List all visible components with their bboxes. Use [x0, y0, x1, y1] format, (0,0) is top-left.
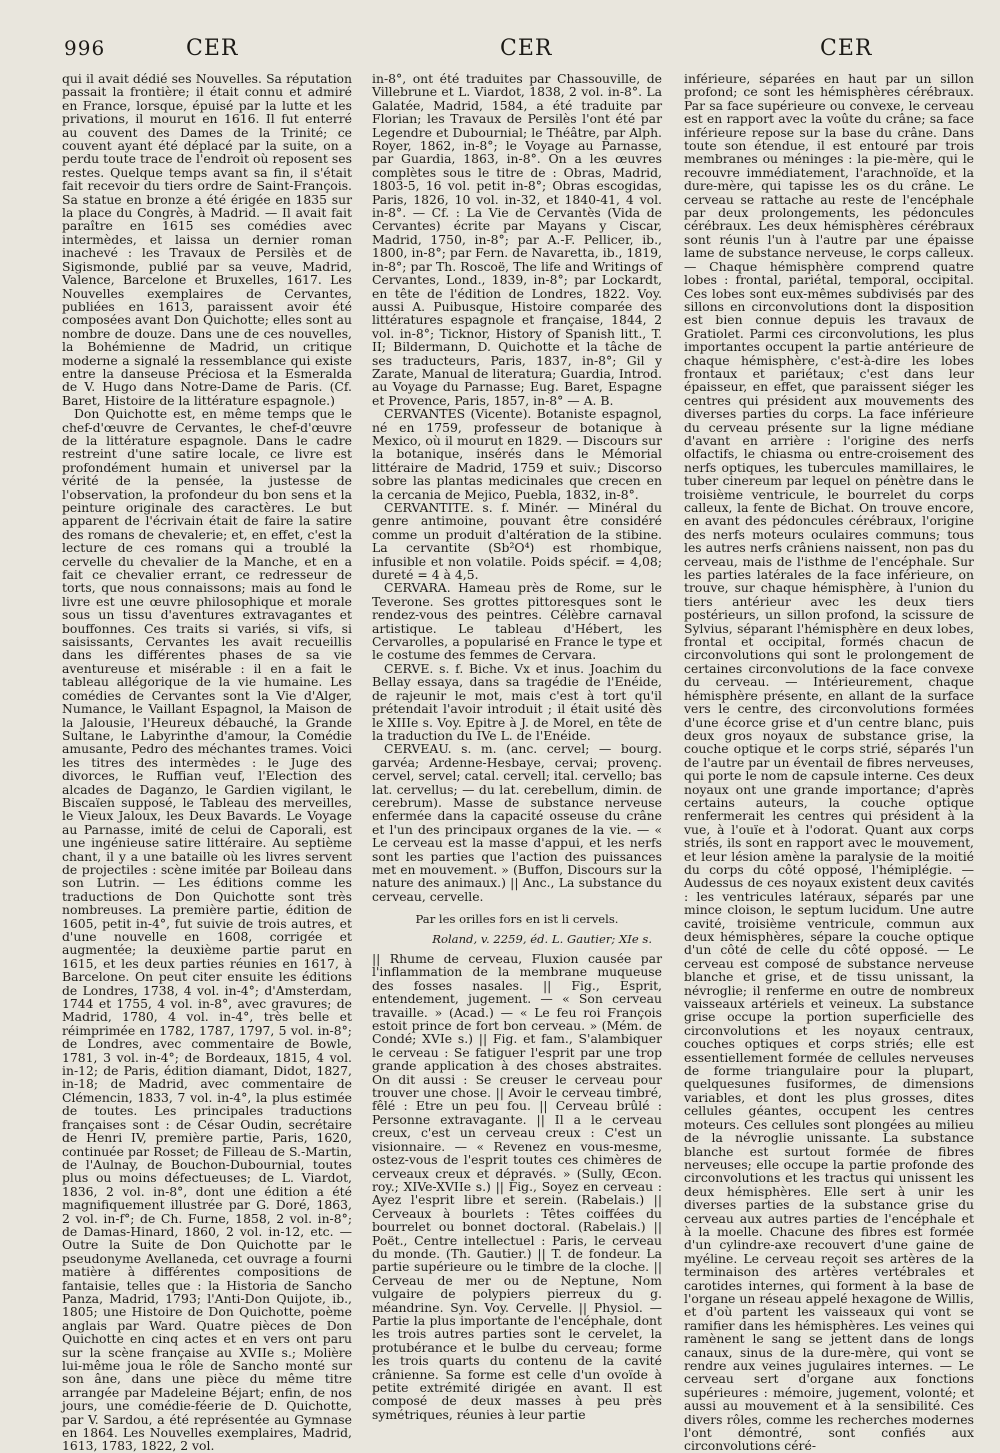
- paragraph: Don Quichotte est, en même temps que le chef-d'œuvre de Cervantes, le chef-d'œuvre de la littérature espagnole. Dans le cadre restreint d'une satire locale, ce livre est profondément humain et universel par la vérité de la pensée, la justesse de l'observation, la profondeur du bon sens et la peinture originale des caractères. Le but apparent de l'écrivain était de faire la satire des romans de chevalerie; et, en effet, c'est la lecture de ces romans qui a troublé la cervelle du chevalier de la Manche, et en a fait ce chevalier errant, ce redresseur de torts, que nous connaissons; mais au fond le livre est une œuvre philosophique et morale sous un tissu d'aventures extravagantes et bouffonnes. Ces traits si variés, si vifs, si saisissants, Cervantes les avait recueillis dans les différentes phases de sa vie aventureuse et misérable : il en a fait le tableau allégorique de la vie humaine. Les comédies de Cervantes sont la Vie d'Alger, Numance, le Vaillant Espagnol, la Maison de la Jalousie, l'Heureux débauché, la Grande Sultane, le Labyrinthe d'amour, la Comédie amusante, Pedro des méchantes trames. Voici les titres des intermèdes : le Juge des divorces, le Ruffian veuf, l'Election des alcades de Daganzo, le Gardien vigilant, le Biscaïen supposé, le Tableau des merveilles, le Vieux Jaloux, les Deux Bavards. Le Voyage au Parnasse, imité de celui de Caporali, est une ingénieuse satire littéraire. Au septième chant, il y a une bataille où les livres servent de projectiles : scène imitée par Boileau dans son Lutrin. — Les éditions comme les traductions de Don Quichotte sont très nombreuses. La première partie, édition de 1605, petit in-4°, fut suivie de trois autres, et d'une nouvelle en 1608, corrigée et augmentée; la deuxième partie parut en 1615, et les deux parties réunies en 1617, à Barcelone. On peut citer ensuite les éditions de Londres, 1738, 4 vol. in-4°; d'Amsterdam, 1744 et 1755, 4 vol. in-8°, avec gravures; de Madrid, 1780, 4 vol. in-4°, très belle et réimprimée en 1782, 1787, 1797, 5 vol. in-8°; de Londres, avec commentaire de Bowle, 1781, 3 vol. in-4°; de Bordeaux, 1815, 4 vol. in-12; de Paris, édition diamant, Didot, 1827, in-18; de Madrid, avec commentaire de Clémencin, 1833, 7 vol. in-4°, la plus estimée de toutes. Les principales traductions françaises sont : de César Oudin, secrétaire de Henri IV, première partie, Paris, 1620, continuée par Rosset; de Filleau de S.-Martin, de l'Aulnay, de Bouchon-Dubournial, toutes plus ou moins défectueuses; de L. Viardot, 1836, 2 vol. in-8°, dont une édition a été magnifiquement illustrée par G. Doré, 1863, 2 vol. in-f°; de Ch. Furne, 1858, 2 vol. in-8°; de Damas-Hinard, 1860, 2 vol. in-12, etc. — Outre la Suite de Don Quichotte par le pseudonyme Avellaneda, cet ouvrage a fourni matière à différentes compositions de fantaisie, telles que : la Historia de Sancho Panza, Madrid, 1793; l'Anti-Don Quijote, ib., 1805; une Histoire de Don Quichotte, poème anglais par Ward. Quatre pièces de Don Quichotte en cinq actes et en vers ont paru sur la scène française au XVIIe s.; Molière lui-même joua le rôle de Sancho monté sur son âne, dans une pièce du même titre arrangée par Madeleine Béjart; enfin, de nos jours, une comédie-féerie de D. Quichotte, par V. Sardou, a été représentée au Gymnase en 1864. Les Nouvelles exemplaires, Madrid, 1613, 1783, 1822, 2 vol.: [62, 406, 352, 1453]
- paragraph: in-8°, ont été traduites par Chassouville, de Villebrune et L. Viardot, 1838, 2 vol. in-8°. La Galatée, Madrid, 1584, a été traduite par Florian; les Travaux de Persilès l'ont été par Legendre et Dubournial; le Théâtre, par Alph. Royer, 1862, in-8°; le Voyage au Parnasse, par Guardia, 1863, in-8°. On a les œuvres complètes sous le titre de : Obras, Madrid, 1803-5, 16 vol. petit in-8°; Obras escogidas, Paris, 1826, 10 vol. in-32, et 1840-41, 4 vol. in-8°. — Cf. : La Vie de Cervantès (Vida de Cervantes) écrite par Mayans y Ciscar, Madrid, 1750, in-8°; par A.-F. Pellicer, ib., 1800, in-8°; par Fern. de Navaretta, ib., 1819, in-8°; par Th. Roscoë, The life and Writings of Cervantes, Lond., 1839, in-8°; par Lockardt, en tête de l'édition de Londres, 1822. Voy. aussi A. Puibusque, Histoire comparée des littératures espagnole et française, 1844, 2 vol. in-8°; Ticknor, History of Spanish litt., T. II; Bildermann, D. Quichotte et la tâche de ses traducteurs, Paris, 1837, in-8°; Gil y Zarate, Manual de literatura; Guardia, Introd. au Voyage du Parnasse; Eug. Baret, Espagne et Provence, Paris, 1857, in-8° — A. B.: [372, 71, 662, 408]
- page-number: 996: [64, 36, 106, 60]
- running-headword-center: CER: [500, 36, 553, 61]
- column-1: [62, 71, 352, 1453]
- entry-cerve: CERVE. s. f. Biche. Vx et inus. Joachim du Bellay essaya, dans sa tragédie de l'Enéide, de rajeunir le mot, mais c'est à tort qu'il prétendait l'avoir introduit ; il était usité dès le XIIIe s. Voy. Epitre à J. de Morel, en tête de la traduction du IVe L. de l'Enéide.: [372, 660, 662, 743]
- entry-cervantite: CERVANTITE. s. f. Minér. — Minéral du genre antimoine, pouvant être considéré comme un produit d'altération de la stibine. La cervantite (Sb²O⁴) est rhombique, infusible et non volatile. Poids spécif. = 4,08; dureté = 4 à 4,5.: [372, 500, 662, 583]
- paragraph: || Rhume de cerveau, Fluxion causée par l'inflammation de la membrane muqueuse des fosses nasales. || Fig., Esprit, entendement, jugement. — « Son cerveau travaille. » (Acad.) — « Le feu roi François estoit prince de fort bon cerveau. » (Mém. de Condé; XVIe s.) || Fig. et fam., S'alambiquer le cerveau : Se fatiguer l'esprit par une trop grande application à des choses abstraites. On dit aussi : Se creuser le cerveau pour trouver une chose. || Avoir le cerveau timbré, fêlé : Etre un peu fou. || Cerveau brûlé : Personne extravagante. || Il a le cerveau creux, c'est un cerveau creux : C'est un visionnaire. — « Revenez en vous-mesme, ostez-vous de l'esprit toutes ces chimères de cerveaux creux et dépravés. » (Sully, Œcon. roy.; XIVe-XVIIe s.) || Fig., Soyez en cerveau : Ayez l'esprit libre et serein. (Rabelais.) || Cerveaux à bourlets : Têtes coiffées du bourrelet ou bonnet doctoral. (Rabelais.) || Poët., Centre intellectuel : Paris, le cerveau du monde. (Th. Gautier.) || T. de fondeur. La partie supérieure ou le timbre de la cloche. || Cerveau de mer ou de Neptune, Nom vulgaire de polypiers pierreux du g. méandrine. Syn. Voy. Cervelle. || Physiol. — Partie la plus importante de l'encéphale, dont les trois autres parties sont le cervelet, la protubérance et le bulbe du cerveau; forme les trois quarts du contenu de la cavité crânienne. Sa forme est celle d'un ovoïde à petite extrémité dirigée en avant. Il est composé de deux masses à peu près symétriques, réunies à leur partie: [372, 951, 662, 1422]
- entry-cervantes-vicente: CERVANTES (Vicente). Botaniste espagnol, né en 1759, professeur de botanique à Mexico, où il mourut en 1829. — Discours sur la botanique, insérés dans le Mémorial littéraire de Madrid, 1759 et suiv.; Discorso sobre las plantas medicinales que crecen en la cercania de Mejico, Puebla, 1832, in-8°.: [372, 406, 662, 502]
- column-2: [372, 71, 662, 1422]
- paragraph: inférieure, séparées en haut par un sillon profond; ce sont les hémisphères cérébraux. Par sa face supérieure ou convexe, le cerveau est en rapport avec la voûte du crâne; sa face inférieure repose sur la base du crâne. Dans toute son étendue, il est entouré par trois membranes ou méninges : la pie-mère, qui le recouvre immédiatement, l'arachnoïde, et la dure-mère, qui tapisse les os du crâne. Le cerveau se rattache au reste de l'encéphale par deux prolongements, les pédoncules cérébraux. Les deux hémisphères cérébraux sont réunis l'un à l'autre par une épaisse lame de substance nerveuse, le corps calleux. — Chaque hémisphère comprend quatre lobes : frontal, pariétal, temporal, occipital. Ces lobes sont eux-mêmes subdivisés par des sillons en circonvolutions dont la disposition est bien connue depuis les travaux de Gratiolet. Parmi ces circonvolutions, les plus importantes occupent la partie antérieure de chaque hémisphère, c'est-à-dire les lobes frontaux et pariétaux; c'est dans leur épaisseur, en effet, que paraissent siéger les centres qui président aux mouvements des diverses parties du corps. La face inférieure du cerveau présente sur la ligne médiane d'avant en arrière : l'origine des nerfs olfactifs, le chiasma ou entre-croisement des nerfs optiques, les tubercules mamillaires, le tuber cinereum par lequel on pénètre dans le troisième ventricule, le bourrelet du corps calleux, la fente de Bichat. On trouve encore, en avant des pédoncules cérébraux, l'origine des nerfs moteurs oculaires communs; tous les autres nerfs crâniens naissent, non pas du cerveau, mais de l'isthme de l'encéphale. Sur les parties latérales de la face inférieure, on trouve, sur chaque hémisphère, à l'union du tiers antérieur avec les deux tiers postérieurs, un sillon profond, la scissure de Sylvius, séparant l'hémisphère en deux lobes, frontal et occipital, formés chacun de circonvolutions qui sont le prolongement de certaines circonvolutions de la face convexe du cerveau. — Intérieurement, chaque hémisphère présente, en allant de la surface vers le centre, des circonvolutions formées d'une écorce grise et d'un centre blanc, puis deux gros noyaux de substance grise, la couche optique et le corps strié, séparés l'un de l'autre par un éventail de fibres nerveuses, qui porte le nom de capsule interne. Ces deux noyaux ont une grande importance; d'après certains auteurs, la couche optique renfermerait les centres qui président à la vue, à l'ouïe et à l'odorat. Quant aux corps striés, ils sont en rapport avec le mouvement, et leur lésion amène la paralysie de la moitié du corps du côté opposé, l'hémiplégie. — Audessus de ces noyaux existent deux cavités : les ventricules latéraux, séparés par une mince cloison, le septum lucidum. Une autre cavité, troisième ventricule, commun aux deux hémisphères, sépare la couche optique d'un côté de celle du côté opposé. — Le cerveau est composé de substance nerveuse blanche et grise, et de tissu unissant, la névroglie; il renferme en outre de nombreux vaisseaux artériels et veineux. La substance grise occupe la portion superficielle des circonvolutions et les noyaux centraux, couches optiques et corps striés; elle est essentiellement formée de cellules nerveuses de forme triangulaire pour la plupart, quelquesunes fusiformes, de dimensions variables, et dont les plus grosses, dites cellules géantes, occupent les centres moteurs. Ces cellules sont plongées au milieu de la névroglie unissante. La substance blanche est surtout formée de fibres nerveuses; elle occupe la partie profonde des circonvolutions et les tractus qui unissent les deux hémisphères. Elle sert à unir les diverses parties de la substance grise du cerveau aux autres parties de l'encéphale et à la moelle. Chacune des fibres est formée d'un cylindre-axe recouvert d'une gaine de myéline. Le cerveau reçoit ses artères de la terminaison des artères vertébrales et carotides internes, qui forment à la base de l'organe un réseau appelé hexagone de Willis, et d'où partent les vaisseaux qui vont se ramifier dans les hémisphères. Les veines qui ramènent le sang se jettent dans de longs canaux, sinus de la dure-mère, qui vont se rendre aux veines jugulaires internes. — Le cerveau sert d'organe aux fonctions supérieures : mémoire, jugement, volonté; et aussi au mouvement et à la sensibilité. Ces divers rôles, comme les recherches modernes l'ont démontré, sont confiés aux circonvolutions céré-: [684, 71, 974, 1453]
- column-3: [684, 71, 974, 1453]
- verse-source: Roland, v. 2259, éd. L. Gautier; XIe s.: [432, 931, 652, 946]
- running-headword-left: CER: [186, 36, 239, 61]
- running-headword-right: CER: [820, 36, 873, 61]
- entry-cerveau: CERVEAU. s. m. (anc. cervel; — bourg. garvéa; Ardenne-Hesbaye, cervai; provenç. cervel, servel; catal. cervell; ital. cervello; bas lat. cervellus; — du lat. cerebellum, dimin. de cerebrum). Masse de substance nerveuse enfermée dans la capacité osseuse du crâne et l'un des principaux organes de la vie. — « Le cerveau est la masse d'appui, et les nerfs sont les parties que l'action des puissances met en mouvement. » (Buffon, Discours sur la nature des animaux.) || Anc., La substance du cerveau, cervelle.: [372, 741, 662, 904]
- paragraph: qui il avait dédié ses Nouvelles. Sa réputation passait la frontière; il était connu et admiré en France, lorsque, épuisé par la lutte et les privations, il mourut en 1616. Il fut enterré au couvent des Dames de la Trinité; ce couvent ayant été déplacé par la suite, on a perdu toute trace de l'endroit où reposent ses restes. Quelque temps avant sa fin, il s'était fait recevoir du tiers ordre de Saint-François. Sa statue en bronze a été érigée en 1835 sur la place du Congrès, à Madrid. — Il avait fait paraître en 1615 ses comédies avec intermèdes, et laissa un dernier roman inachevé : les Travaux de Persilès et de Sigismonde, publié par sa veuve, Madrid, Valence, Barcelone et Bruxelles, 1617. Les Nouvelles exemplaires de Cervantes, publiées en 1613, paraissent avoir été composées avant Don Quichotte; elles sont au nombre de douze. Dans une de ces nouvelles, la Bohémienne de Madrid, un critique moderne a signalé la ressemblance qui existe entre la danseuse Préciosa et la Esmeralda de V. Hugo dans Notre-Dame de Paris. (Cf. Baret, Histoire de la littérature espagnole.): [62, 71, 352, 408]
- entry-cervara: CERVARA. Hameau près de Rome, sur le Teverone. Ses grottes pittoresques sont le rendez-vous des peintres. Célèbre carnaval artistique. Le tableau d'Hébert, les Cervarolles, a popularisé en France le type et le costume des femmes de Cervara.: [372, 580, 662, 663]
- verse-quote: Par les orilles fors en ist li cervels.: [415, 912, 619, 927]
